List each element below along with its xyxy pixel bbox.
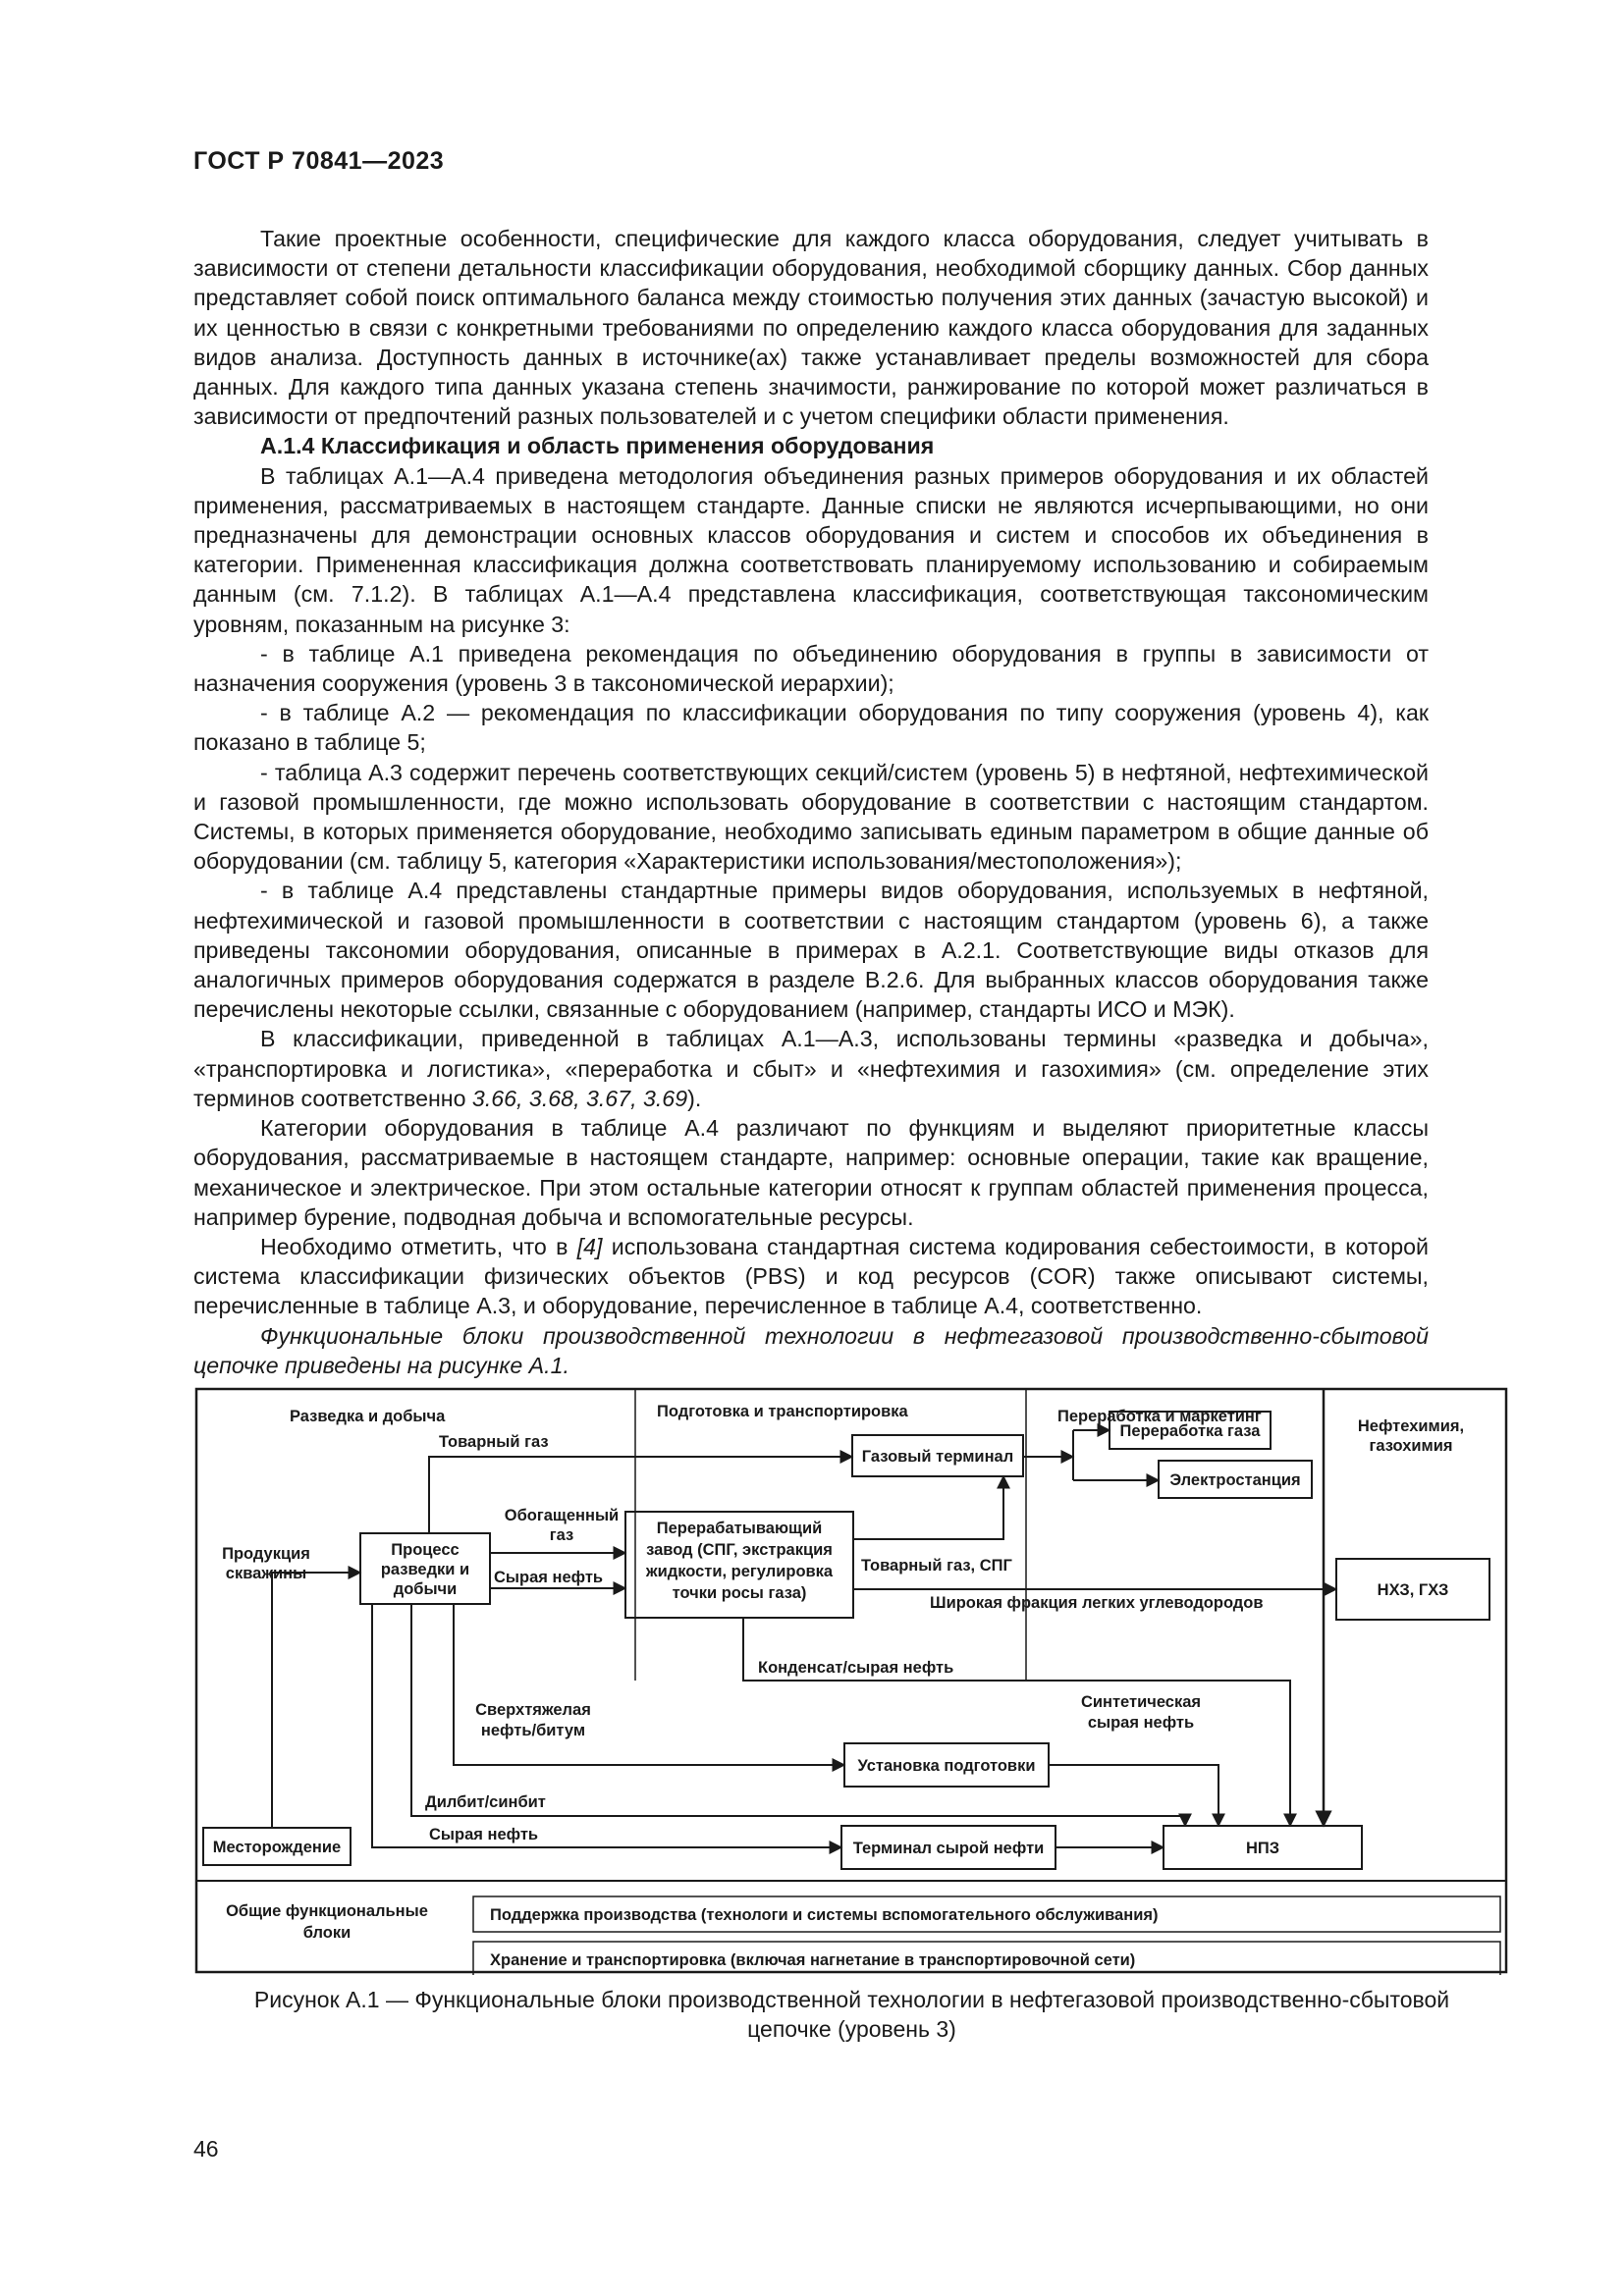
flow-label: Товарный газ, СПГ <box>861 1557 1012 1575</box>
power-plant-label: Электростанция <box>1169 1471 1301 1489</box>
flow-label: газ <box>549 1526 574 1544</box>
flow-label: Конденсат/сырая нефть <box>758 1659 954 1677</box>
body-text <box>193 224 1429 1380</box>
gas-terminal-label: Газовый терминал <box>861 1448 1014 1466</box>
paragraph <box>193 1024 1429 1113</box>
figure-intro: Функциональные блоки производственной технологии в нефтегазовой производственно-сбытовой цепочке приведены на рисунке А.1. <box>193 1322 1429 1378</box>
list-item: - таблица А.3 содержит перечень соответствующих секций/систем (уровень 5) в нефтяной, нефтехимической и газовой промышленности, где можно использовать оборудование в соответствии с настоящим стандартом. Системы, в которых применяется оборудование, необходимо записывать единым параметром в общие данные об оборудовании (см. таблицу 5, категория «Характеристики использования/местоположения»); <box>193 759 1429 875</box>
flow-label: Сверхтяжелая <box>475 1701 591 1719</box>
flow-label: скважины <box>225 1565 307 1582</box>
caption-line: цепочке (уровень 3) <box>747 2016 956 2042</box>
process-label: Процесс <box>391 1541 460 1559</box>
diagram-svg <box>193 1386 1510 1975</box>
flow-label: Синтетическая <box>1080 1693 1202 1711</box>
section-title-petrochem: газохимия <box>1369 1437 1453 1455</box>
nhz-label: НХЗ, ГХЗ <box>1377 1581 1449 1599</box>
document-header: ГОСТ Р 70841—2023 <box>193 147 445 175</box>
flow-label: Продукция <box>222 1545 310 1563</box>
paragraph-text: В классификации, приведенной в таблицах А.1—А.3, использованы термины «разведка и добыча», «транспортировка и логистика», «переработка и сбыт» и «нефтехимия и газохимия» (см. определение этих терминов соответственно <box>193 1026 1429 1111</box>
plant-label: точки росы газа) <box>672 1584 807 1602</box>
process-label: разведки и <box>380 1561 470 1578</box>
figure-diagram <box>193 1386 1510 1975</box>
flow-label: Обогащенный <box>504 1507 620 1524</box>
paragraph-text: ). <box>687 1085 702 1111</box>
treatment-label: Установка подготовки <box>857 1757 1036 1775</box>
section-title-refining: Переработка и маркетинг <box>1057 1408 1262 1425</box>
paragraph-text: использована стандартная система кодирования себестоимости, в которой система классификации физических объектов (PBS) и код ресурсов (COR) также описывают системы, перечисленные в таблице А.3, и оборудование, перечисленное в таблице А.4, соответственно. <box>193 1233 1429 1319</box>
gas-processing-label: Переработка газа <box>1119 1422 1261 1440</box>
flow-label: сырая нефть <box>1087 1714 1195 1732</box>
section-heading: А.1.4 Классификация и область применения оборудования <box>260 433 935 459</box>
flow-label: Сырая нефть <box>429 1826 539 1843</box>
paragraph <box>193 1232 1429 1321</box>
term-references: 3.66, 3.68, 3.67, 3.69 <box>471 1085 688 1111</box>
flow-line <box>853 1476 1003 1539</box>
flow-label: Широкая фракция легких углеводородов <box>930 1594 1264 1612</box>
page-number: 46 <box>193 2136 219 2162</box>
figure-caption <box>193 1985 1510 2044</box>
paragraph: Категории оборудования в таблице А.4 различают по функциям и выделяют приоритетные классы оборудования, рассматриваемые в настоящем стандарте, например: основные операции, такие как вращение, механическое и электрическое. При этом остальные категории относят к группам областей применения процесса, например бурение, подводная добыча и вспомогательные ресурсы. <box>193 1115 1429 1230</box>
plant-label: завод (СПГ, экстракция <box>646 1541 833 1559</box>
paragraph: В таблицах А.1—А.4 приведена методология объединения разных примеров оборудования и их областей применения, рассматриваемых в настоящем стандарте. Данные списки не являются исчерпывающими, но они предназначены для демонстрации основных классов оборудования и систем и способов их объединения в категории. Примененная классификация должна соответствовать планируемому использованию и собираемым данным (см. 7.1.2). В таблицах А.1—А.4 представлена классификация, соответствующая таксономическим уровням, показанным на рисунке 3: <box>193 462 1429 637</box>
deposit-label: Месторождение <box>212 1839 342 1856</box>
section-title-petrochem: Нефтехимия, <box>1357 1417 1465 1435</box>
crude-terminal-label: Терминал сырой нефти <box>852 1840 1045 1857</box>
flow-label: Сырая нефть <box>494 1569 604 1586</box>
common-blocks-title: Общие функциональные <box>226 1902 428 1920</box>
section-title-preparation: Подготовка и транспортировка <box>657 1403 908 1420</box>
process-label: добычи <box>393 1580 458 1598</box>
flow-label: Товарный газ <box>439 1433 549 1451</box>
list-item: - в таблице А.1 приведена рекомендация по объединению оборудования в группы в зависимости от назначения сооружения (уровень 3 в таксономической иерархии); <box>193 640 1429 697</box>
list-item: - в таблице А.4 представлены стандартные примеры видов оборудования, используемых в нефтяной, нефтехимической и газовой промышленности в соответствии с настоящим стандартом (уровень 6), а также приведены таксономии оборудования, описанные в примерах в А.2.1. Соответствующие виды отказов для аналогичных примеров оборудования содержатся в разделе В.2.6. Для выбранных классов оборудования также перечислены некоторые ссылки, связанные с оборудованием (например, стандарты ИСО и МЭК). <box>193 878 1429 1023</box>
flow-label: нефть/битум <box>480 1722 586 1739</box>
common-blocks-title: блоки <box>302 1924 352 1942</box>
caption-line: Рисунок А.1 — Функциональные блоки производственной технологии в нефтегазовой производственно-сбытовой <box>253 1987 1450 2012</box>
flow-line <box>272 1573 360 1828</box>
plant-label: Перерабатывающий <box>656 1520 823 1537</box>
bibliography-reference: [4] <box>576 1233 603 1259</box>
plant-label: жидкости, регулировка <box>645 1563 834 1580</box>
flow-line <box>454 1604 844 1765</box>
storage-label: Хранение и транспортировка (включая нагнетание в транспортировочной сети) <box>490 1951 1136 1969</box>
flow-label: Дилбит/синбит <box>425 1793 546 1811</box>
refinery-label: НПЗ <box>1245 1840 1280 1857</box>
section-title-exploration: Разведка и добыча <box>290 1408 446 1425</box>
paragraph-text: Необходимо отметить, что в <box>260 1233 577 1259</box>
support-label: Поддержка производства (технологи и системы вспомогательного обслуживания) <box>490 1906 1159 1924</box>
paragraph: Такие проектные особенности, специфические для каждого класса оборудования, следует учитывать в зависимости от степени детальности классификации оборудования, необходимой сборщику данных. Сбор данных представляет собой поиск оптимального баланса между стоимостью получения этих данных (зачастую высокой) и их ценностью в связи с конкретными требованиями по определению каждого класса оборудования для заданных видов анализа. Доступность данных в источнике(ах) также устанавливает пределы возможностей для сбора данных. Для каждого типа данных указана степень значимости, ранжирование по которой может различаться в зависимости от предпочтений разных пользователей и с учетом специфики области применения. <box>193 226 1429 430</box>
list-item: - в таблице А.2 — рекомендация по классификации оборудования по типу сооружения (уровень 4), как показано в таблице 5; <box>193 700 1429 756</box>
